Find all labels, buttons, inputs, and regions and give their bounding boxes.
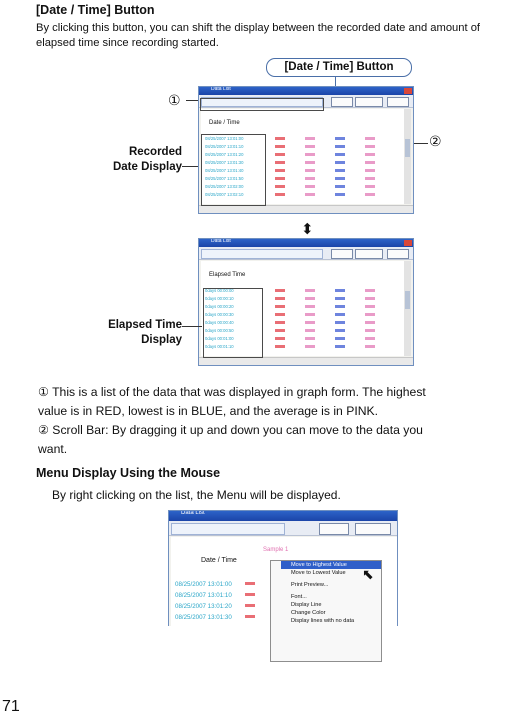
table-cell-value bbox=[365, 297, 375, 300]
table-cell-value bbox=[305, 337, 315, 340]
table-cell-value bbox=[275, 161, 285, 164]
highlight-elapsed-times bbox=[203, 288, 263, 358]
cursor-arrow-icon: ⬉ bbox=[362, 566, 374, 582]
table-cell-value bbox=[275, 313, 285, 316]
table-row[interactable]: 0days 00:00:10 bbox=[205, 296, 234, 301]
table-row[interactable]: 0days 00:00:20 bbox=[205, 304, 234, 309]
table-cell-value bbox=[305, 321, 315, 324]
table-cell-value bbox=[305, 145, 315, 148]
description-1 bbox=[38, 383, 426, 421]
table-row[interactable]: 08/25/2007 13:01:50 bbox=[205, 176, 243, 181]
data-list-window-recorded: Data List Date / Time 08/25/2007 13:01:00 08/25/2007 13:01:10 08/25/2007 13:01:20 08/25/2007 13:01:30 08/25/2007 13:01:40 08/25/2007 13:01:50 08/25/2007 13:02:00 08/25/2007 13:02:10 bbox=[198, 86, 414, 214]
highlight-recorded-dates bbox=[201, 134, 266, 206]
table-cell-value bbox=[275, 145, 285, 148]
table-cell-value bbox=[305, 153, 315, 156]
scrollbar[interactable] bbox=[404, 261, 411, 356]
table-row[interactable]: 08/25/2007 13:01:30 bbox=[205, 160, 243, 165]
label-elapsed-line1: Elapsed Time bbox=[108, 319, 182, 331]
close-button[interactable] bbox=[387, 249, 409, 259]
table-cell-value bbox=[365, 185, 375, 188]
desc1-line2: value is in RED, lowest is in BLUE, and the average is in PINK. bbox=[38, 404, 379, 418]
column-header-date-time: Date / Time bbox=[209, 120, 240, 126]
table-row[interactable]: 08/25/2007 13:02:00 bbox=[205, 184, 243, 189]
table-row[interactable]: 08/25/2007 13:01:10 bbox=[205, 144, 243, 149]
table-cell-value bbox=[275, 297, 285, 300]
table-cell-value bbox=[365, 289, 375, 292]
table-cell-value bbox=[305, 193, 315, 196]
table-cell-value bbox=[365, 169, 375, 172]
marker-2-line bbox=[414, 143, 428, 144]
table-row[interactable]: 08/25/2007 13:01:10 bbox=[175, 592, 232, 599]
intro-paragraph: By clicking this button, you can shift the display between the recorded date and amount of elapsed time since recording started. bbox=[36, 22, 481, 49]
callout-date-time-button bbox=[266, 58, 412, 77]
date-time-button[interactable] bbox=[319, 523, 349, 535]
table-cell-value bbox=[245, 593, 255, 596]
table-cell-value bbox=[275, 321, 285, 324]
table-row[interactable]: 08/25/2007 13:01:40 bbox=[205, 168, 243, 173]
close-icon[interactable] bbox=[404, 88, 412, 94]
context-menu-item[interactable]: Print Preview... bbox=[291, 582, 329, 588]
table-cell-value bbox=[275, 169, 285, 172]
label-elapsed-line2: Display bbox=[141, 334, 182, 346]
context-menu-item[interactable]: Change Color bbox=[291, 610, 326, 616]
section-heading-date-time: [Date / Time] Button bbox=[36, 3, 155, 17]
label-recorded-line2: Date Display bbox=[112, 161, 182, 173]
table-cell-value bbox=[275, 153, 285, 156]
table-cell-value bbox=[335, 305, 345, 308]
table-cell-value bbox=[335, 297, 345, 300]
marker-1: ① bbox=[168, 92, 181, 108]
table-cell-value bbox=[335, 177, 345, 180]
context-menu-item[interactable]: Display Line bbox=[291, 602, 322, 608]
table-cell-value bbox=[305, 169, 315, 172]
table-cell-value bbox=[305, 345, 315, 348]
table-cell-value bbox=[305, 313, 315, 316]
table-cell-value bbox=[275, 337, 285, 340]
status-bar bbox=[199, 357, 413, 366]
table-row[interactable]: 0days 00:01:10 bbox=[205, 344, 234, 349]
table-row[interactable]: 08/25/2007 13:01:30 bbox=[175, 614, 232, 621]
table-cell-value bbox=[335, 169, 345, 172]
table-cell-value bbox=[245, 615, 255, 618]
table-cell-value bbox=[335, 313, 345, 316]
table-cell-value bbox=[335, 337, 345, 340]
table-row[interactable]: 0days 00:01:00 bbox=[205, 336, 234, 341]
table-row[interactable]: 0days 00:00:00 bbox=[205, 288, 234, 293]
elapsed-label-line bbox=[182, 326, 202, 327]
table-cell-value bbox=[305, 305, 315, 308]
table-cell-value bbox=[275, 329, 285, 332]
table-cell-value bbox=[305, 185, 315, 188]
sample-header: Sample 1 bbox=[263, 547, 289, 553]
table-row[interactable]: 0days 00:00:30 bbox=[205, 312, 234, 317]
table-cell-value bbox=[275, 185, 285, 188]
table-cell-value bbox=[335, 345, 345, 348]
table-cell-value bbox=[305, 177, 315, 180]
context-menu-item[interactable]: Move to Highest Value bbox=[281, 561, 381, 569]
status-bar bbox=[199, 205, 413, 214]
label-recorded-line1: Recorded bbox=[128, 146, 182, 158]
desc2-line1: ② Scroll Bar: By dragging it up and down you can move to the data you bbox=[38, 423, 423, 437]
table-cell-value bbox=[335, 161, 345, 164]
table-row[interactable]: 08/25/2007 13:01:00 bbox=[205, 136, 243, 141]
desc2-line2: want. bbox=[38, 442, 68, 456]
close-icon[interactable] bbox=[404, 240, 412, 246]
table-row[interactable]: 08/25/2007 13:01:20 bbox=[205, 152, 243, 157]
table-cell-value bbox=[335, 329, 345, 332]
print-preview-button[interactable] bbox=[355, 97, 383, 107]
close-button[interactable] bbox=[387, 97, 409, 107]
table-cell-value bbox=[365, 153, 375, 156]
label-recorded-date-display bbox=[112, 145, 182, 175]
table-cell-value bbox=[335, 153, 345, 156]
date-time-button[interactable] bbox=[331, 249, 353, 259]
table-cell-value bbox=[365, 345, 375, 348]
table-row[interactable]: 08/25/2007 13:01:00 bbox=[175, 581, 232, 588]
table-cell-value bbox=[275, 289, 285, 292]
table-cell-value bbox=[365, 193, 375, 196]
context-menu-item[interactable]: Display lines with no data bbox=[291, 618, 355, 624]
table-cell-value bbox=[275, 137, 285, 140]
highlight-tabs bbox=[200, 98, 324, 111]
table-cell-value bbox=[275, 345, 285, 348]
table-row[interactable]: 0days 00:00:40 bbox=[205, 320, 234, 325]
table-cell-value bbox=[335, 193, 345, 196]
display-tabs[interactable] bbox=[201, 249, 323, 259]
table-cell-value bbox=[305, 137, 315, 140]
table-row[interactable]: 0days 00:00:50 bbox=[205, 328, 234, 333]
scrollbar[interactable] bbox=[404, 109, 411, 204]
print-preview-button[interactable] bbox=[355, 523, 391, 535]
callout-label: [Date / Time] Button bbox=[284, 61, 394, 73]
table-cell-value bbox=[335, 137, 345, 140]
table-cell-value bbox=[365, 329, 375, 332]
table-cell-value bbox=[275, 177, 285, 180]
table-cell-value bbox=[335, 321, 345, 324]
context-menu-item[interactable]: Font... bbox=[291, 594, 307, 600]
marker-2: ② bbox=[429, 133, 442, 149]
table-cell-value bbox=[305, 329, 315, 332]
table-cell-value bbox=[365, 337, 375, 340]
table-cell-value bbox=[305, 297, 315, 300]
table-cell-value bbox=[365, 321, 375, 324]
table-cell-value bbox=[365, 145, 375, 148]
table-cell-value bbox=[335, 185, 345, 188]
section2-text: By right clicking on the list, the Menu will be displayed. bbox=[52, 488, 341, 502]
table-cell-value bbox=[245, 582, 255, 585]
table-cell-value bbox=[365, 177, 375, 180]
table-cell-value bbox=[275, 193, 285, 196]
print-preview-button[interactable] bbox=[355, 249, 383, 259]
label-elapsed-time-display bbox=[100, 318, 182, 348]
table-row[interactable]: 08/25/2007 13:02:10 bbox=[205, 192, 243, 197]
table-cell-value bbox=[305, 161, 315, 164]
table-row[interactable]: 08/25/2007 13:01:20 bbox=[175, 603, 232, 610]
section-heading-menu-display: Menu Display Using the Mouse bbox=[36, 466, 221, 480]
table-cell-value bbox=[335, 145, 345, 148]
table-cell-value bbox=[305, 289, 315, 292]
context-menu-item[interactable]: Move to Lowest Value bbox=[291, 570, 346, 576]
table-cell-value bbox=[245, 604, 255, 607]
page-number: 71 bbox=[2, 698, 20, 715]
date-time-button[interactable] bbox=[331, 97, 353, 107]
description-2 bbox=[38, 421, 423, 459]
table-cell-value bbox=[365, 137, 375, 140]
table-cell-value bbox=[365, 313, 375, 316]
desc1-line1: ① This is a list of the data that was displayed in graph form. The highest bbox=[38, 385, 426, 399]
table-cell-value bbox=[365, 305, 375, 308]
display-tabs[interactable] bbox=[171, 523, 285, 535]
table-cell-value bbox=[335, 289, 345, 292]
table-cell-value bbox=[275, 305, 285, 308]
data-list-window-menu: Data List Date / Time Sample 1 08/25/2007 13:01:00 08/25/2007 13:01:10 08/25/2007 13:01:20 08/25/2007 13:01:30 bbox=[168, 510, 398, 626]
table-cell-value bbox=[365, 161, 375, 164]
swap-arrow-icon: ⬍ bbox=[301, 221, 314, 238]
data-list-window-elapsed: Data List Elapsed Time 0days 00:00:00 0days 00:00:10 0days 00:00:20 0days 00:00:30 0days 00:00:40 0days 00:00:50 0days 00:01:00 0days 00:01:10 bbox=[198, 238, 414, 366]
column-header-date-time: Date / Time bbox=[201, 557, 237, 564]
column-header-elapsed-time: Elapsed Time bbox=[209, 272, 246, 278]
